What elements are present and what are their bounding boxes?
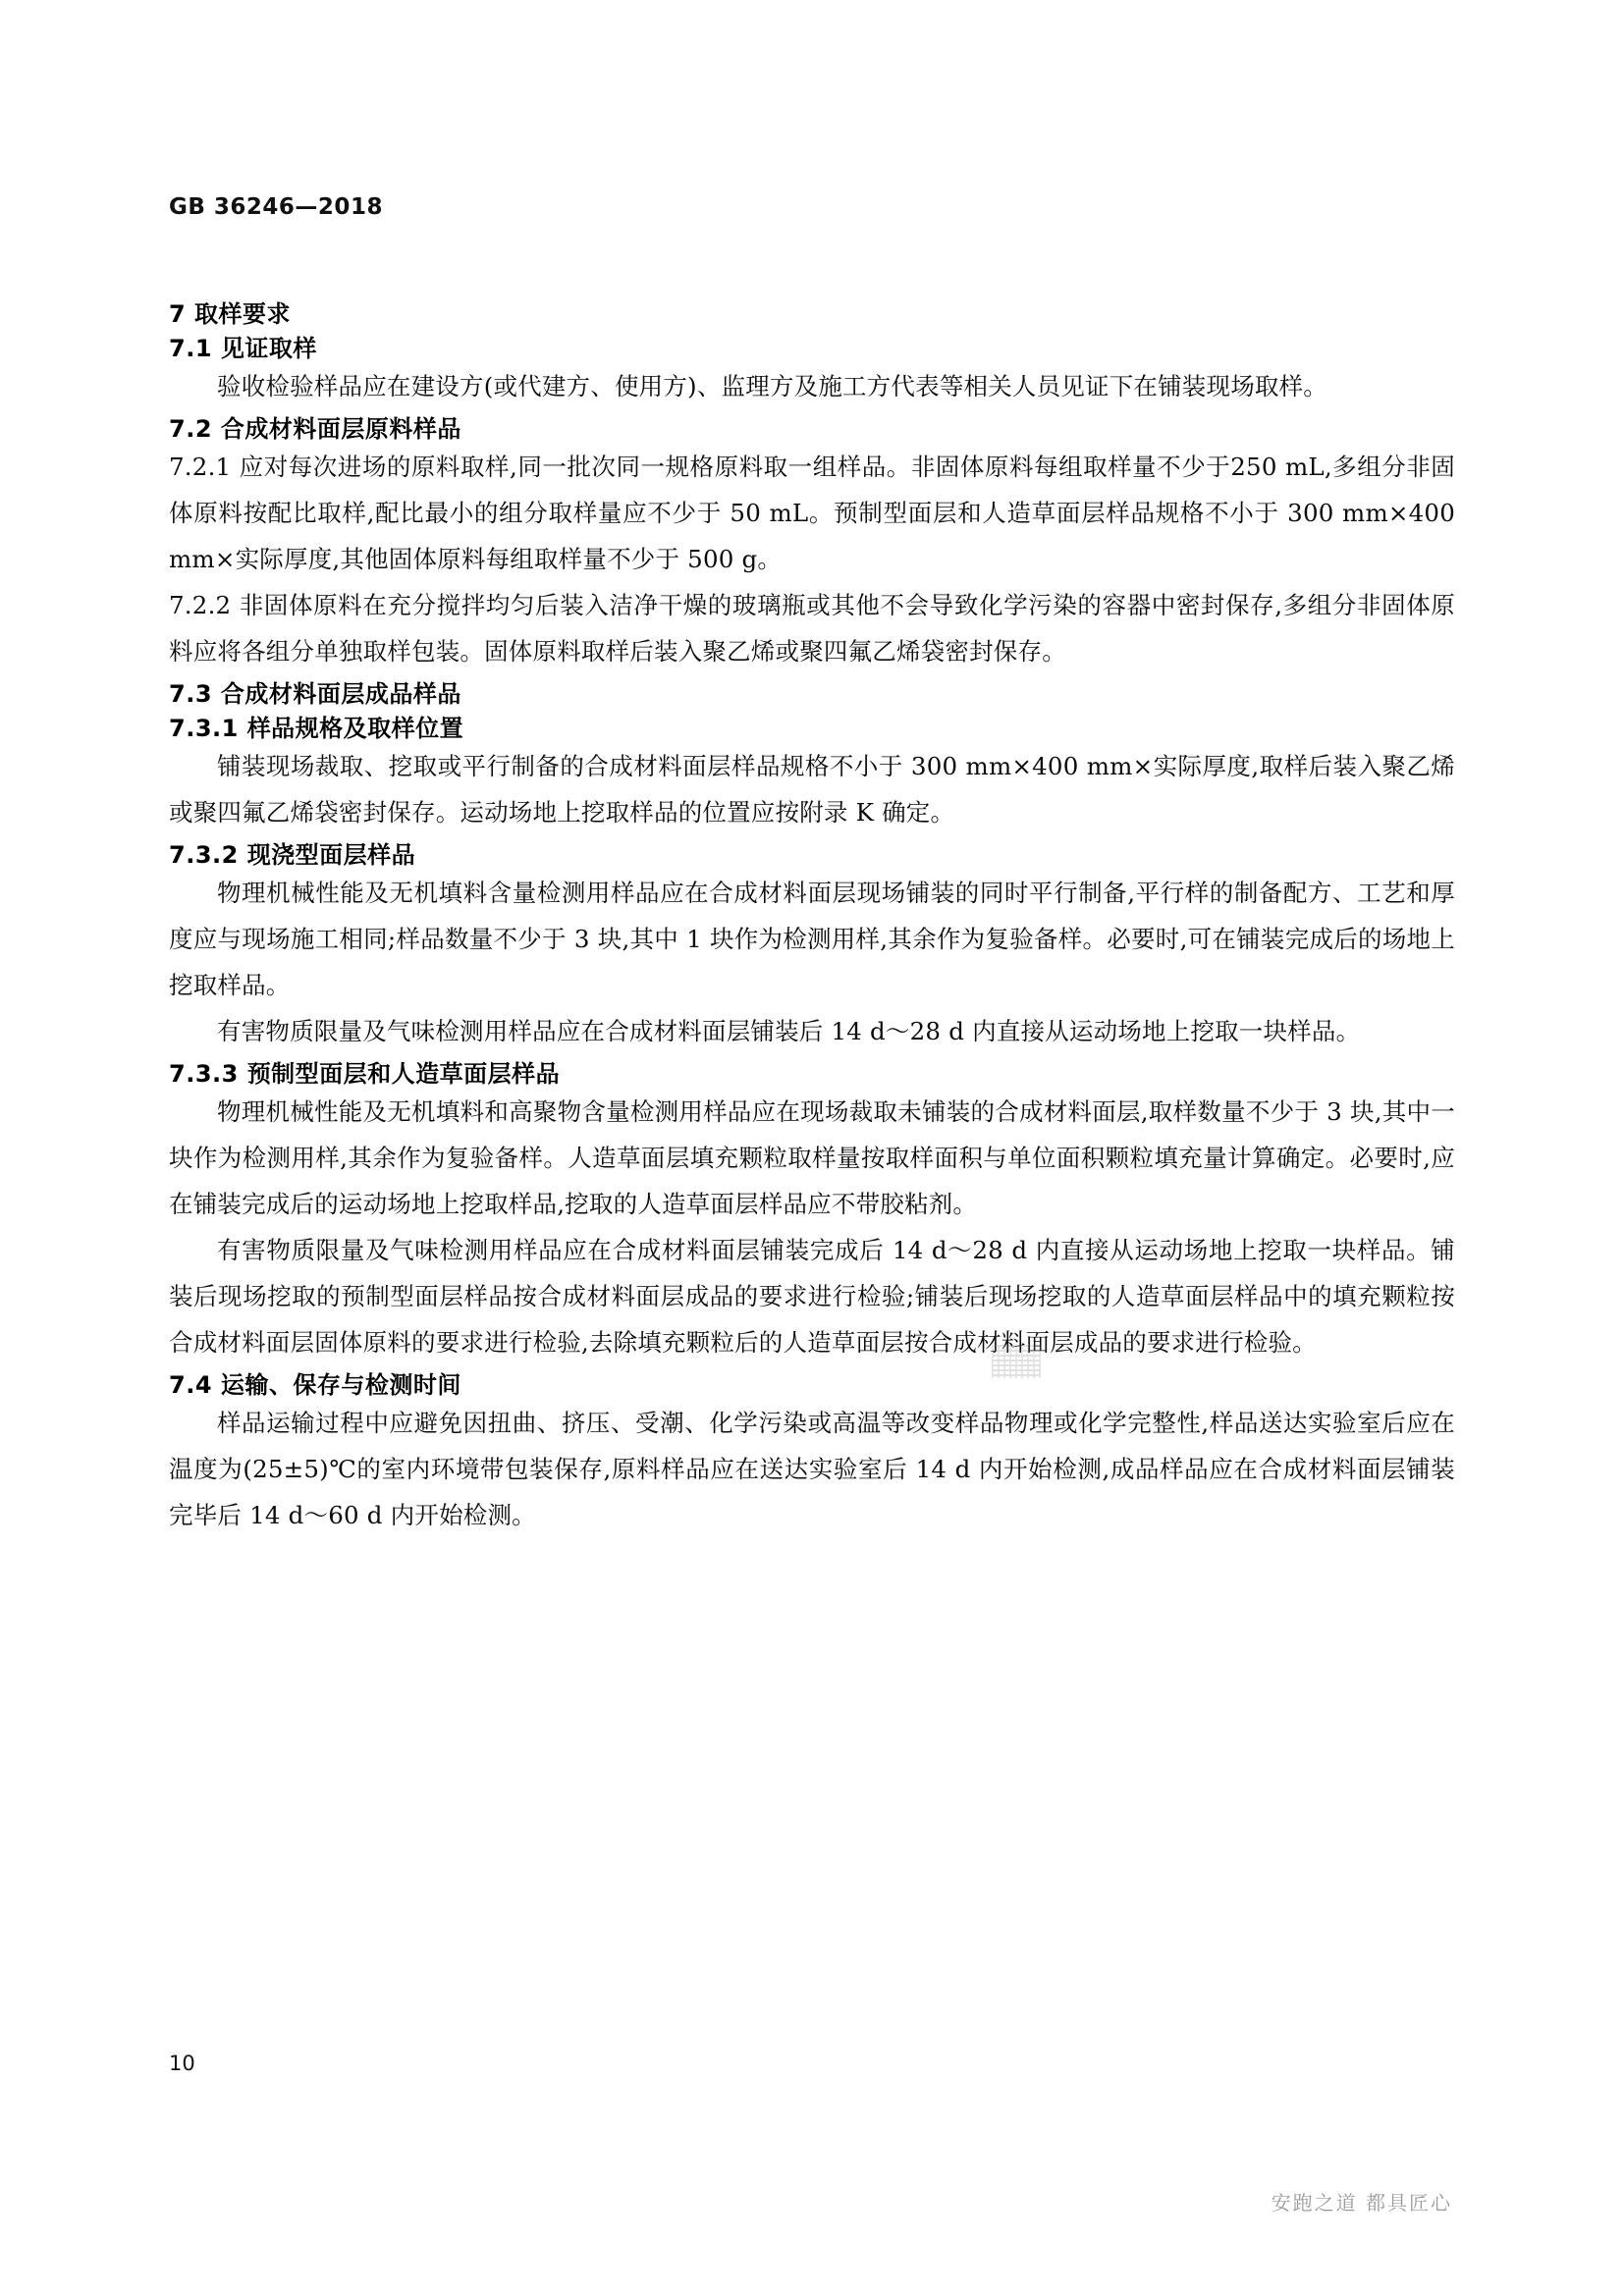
paragraph-7-3-2-1: 物理机械性能及无机填料含量检测用样品应在合成材料面层现场铺装的同时平行制备,平行样的制备配方、工艺和厚度应与现场施工相同;样品数量不少于 3 块,其中 1 块作为检测用样,其余作为复验备样。必要时,可在铺装完成后的场地上挖取样品。 — [169, 879, 1455, 999]
paragraph-7-3-3-2: 有害物质限量及气味检测用样品应在合成材料面层铺装完成后 14 d～28 d 内直接从运动场地上挖取一块样品。铺装后现场挖取的预制型面层样品按合成材料面层成品的要求进行检验;铺装后现场挖取的人造草面层样品中的填充颗粒按合成材料面层固体原料的要求进行检验,去除填充颗粒后的人造草面层按合成材料面层成品的要求进行检验。 — [169, 1236, 1455, 1357]
paragraph-7-4-1: 样品运输过程中应避免因扭曲、挤压、受潮、化学污染或高温等改变样品物理或化学完整性,样品送达实验室后应在温度为(25±5)℃的室内环境带包装保存,原料样品应在送达实验室后 14 d 内开始检测,成品样品应在合成材料面层铺装完毕后 14 d～60 d 内开始检测。 — [169, 1409, 1455, 1529]
heading-7-4: 7.4 运输、保存与检测时间 — [169, 1371, 461, 1399]
paragraph-7-2-2: 7.2.2 非固体原料在充分搅拌均匀后装入洁净干燥的玻璃瓶或其他不会导致化学污染的容器中密封保存,多组分非固体原料应将各组分单独取样包装。固体原料取样后装入聚乙烯或聚四氟乙烯袋密封保存。 — [169, 591, 1455, 666]
heading-7-2: 7.2 合成材料面层原料样品 — [169, 415, 461, 443]
heading-7-3-3: 7.3.3 预制型面层和人造草面层样品 — [169, 1060, 561, 1088]
paragraph-7-2-1: 7.2.1 应对每次进场的原料取样,同一批次同一规格原料取一组样品。非固体原料每组取样量不少于250 mL,多组分非固体原料按配比取样,配比最小的组分取样量应不少于 50 mL。预制型面层和人造草面层样品规格不小于 300 mm×400 mm×实际厚度,其他固体原料每组取样量不少于 500 g。 — [169, 453, 1455, 573]
heading-7-3-1: 7.3.1 样品规格及取样位置 — [169, 715, 464, 742]
page-number: 10 — [169, 2052, 195, 2075]
paragraph-7-3-2-2: 有害物质限量及气味检测用样品应在合成材料面层铺装后 14 d～28 d 内直接从运动场地上挖取一块样品。 — [217, 1017, 1361, 1045]
paragraph-7-1-1: 验收检验样品应在建设方(或代建方、使用方)、监理方及施工方代表等相关人员见证下在铺装现场取样。 — [217, 372, 1328, 400]
standard-code-header: GB 36246—2018 — [169, 194, 383, 220]
heading-7: 7 取样要求 — [169, 300, 292, 328]
footer-watermark: 安跑之道 都具匠心 — [1271, 2191, 1452, 2215]
heading-7-1: 7.1 见证取样 — [169, 335, 317, 362]
page-content — [169, 0, 1455, 2296]
paragraph-7-3-1-1: 铺装现场裁取、挖取或平行制备的合成材料面层样品规格不小于 300 mm×400 mm×实际厚度,取样后装入聚乙烯或聚四氟乙烯袋密封保存。运动场地上挖取样品的位置应按附录 K 确定。 — [169, 752, 1455, 827]
heading-7-3: 7.3 合成材料面层成品样品 — [169, 680, 461, 708]
paragraph-7-3-3-1: 物理机械性能及无机填料和高聚物含量检测用样品应在现场裁取未铺装的合成材料面层,取样数量不少于 3 块,其中一块作为检测用样,其余作为复验备样。人造草面层填充颗粒取样量按取样面积与单位面积颗粒填充量计算确定。必要时,应在铺装完成后的运动场地上挖取样品,挖取的人造草面层样品应不带胶粘剂。 — [169, 1097, 1455, 1218]
document-body — [169, 294, 1455, 1538]
heading-7-3-2: 7.3.2 现浇型面层样品 — [169, 841, 416, 869]
watermark-stamp-icon — [992, 1345, 1041, 1378]
